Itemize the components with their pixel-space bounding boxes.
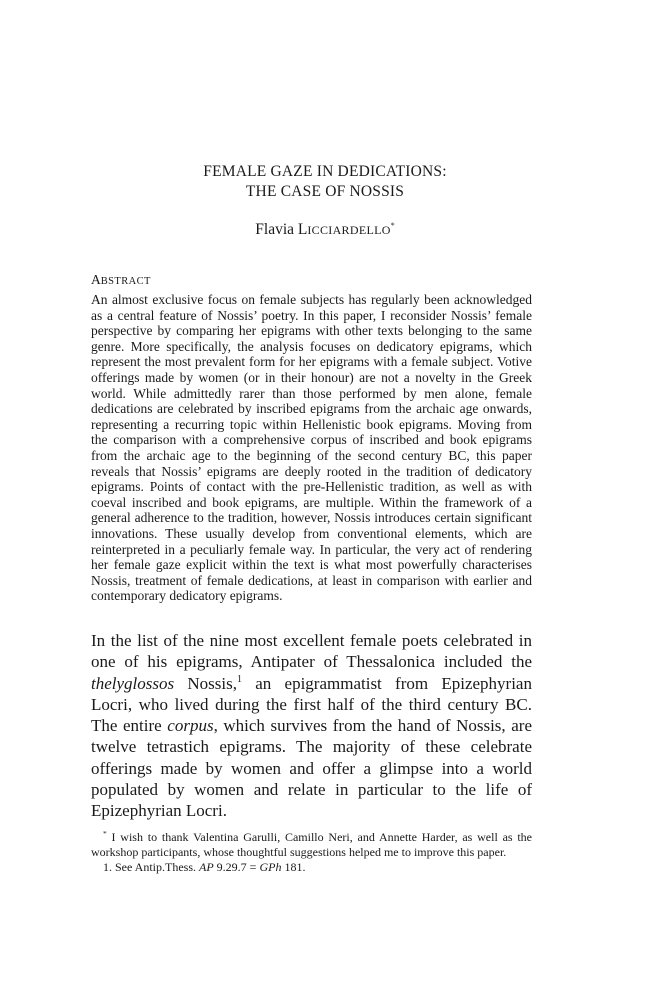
title-line-1: FEMALE GAZE IN DEDICATIONS: xyxy=(203,163,447,180)
abstract-text: An almost exclusive focus on female subjects has regularly been acknowledged as a central feature of Nossis’ poetry. In this paper, I reconsider Nossis’ female perspective by comparing her epigrams with other texts belonging to the same genre. More specifically, the analysis focuses on dedicatory epigrams, which represent the most prevalent form for her epigrams with a female subject. Votive offerings made by women (or in their honour) are not a novelty in the Greek world. While admittedly rarer than those performed by men alone, female dedications are celebrated by inscribed epigrams from the archaic age onwards, representing a recurring topic within Hellenistic book epigrams. Moving from the comparison with a comprehensive corpus of inscribed and book epigrams from the archaic age to the beginning of the second century BC, this paper reveals that Nossis’ epigrams are deeply rooted in the tradition of dedicatory epigrams. Points of contact with the pre-Hellenistic tradition, as well as with coeval inscribed and book epigrams, are multiple. Within the framework of a general adherence to the tradition, however, Nossis introduces certain significant innovations. These usually develop from conventional elements, which are reinterpreted in a peculiarly female way. In particular, the very act of rendering her female gaze explicit within the text is what most powerfully characterises Nossis, treatment of female dedications, at least in comparison with earlier and contemporary dedicatory epigrams. xyxy=(91,292,532,604)
footnote-1-italic-ap: AP xyxy=(199,860,214,874)
abstract-heading-rest: BSTRACT xyxy=(100,276,151,287)
body-text-2: Nossis, xyxy=(174,673,237,693)
body-text-4: , which survives from the hand of Nossis, are twelve tetrastich epigrams. The majority of these celebrate offerings made by women and offer a glimpse into a world populated by women and relate in particular to the life of Epizephyrian Locri. xyxy=(91,716,532,821)
author-last-rest: ICCIARDELLO xyxy=(307,223,391,237)
footnote-1 xyxy=(91,860,532,875)
footnote-1-text-c: 181. xyxy=(281,860,306,874)
footnote-ref-1[interactable]: 1 xyxy=(236,673,242,685)
body-italic-thelyglossos: thelyglossos xyxy=(91,673,175,693)
footnote-1-number: 1. xyxy=(103,860,112,874)
footnote-acknowledgement xyxy=(91,830,532,860)
author-last-initial: L xyxy=(297,221,308,238)
footnote-1-text-a: See Antip.Thess. xyxy=(112,860,199,874)
paper-title xyxy=(0,162,650,202)
title-line-2: THE CASE OF NOSSIS xyxy=(245,183,405,200)
footnotes xyxy=(91,830,532,875)
body-italic-corpus: corpus xyxy=(167,716,214,736)
body-text-1: In the list of the nine most excellent female poets celebrated in one of his epigrams, Antipater of Thessalonica included the xyxy=(91,631,532,672)
footnote-1-italic-gph: GPh xyxy=(259,860,282,874)
abstract-heading-initial: A xyxy=(91,272,101,287)
abstract-heading xyxy=(91,272,151,290)
footnote-1-text-b: 9.29.7 = xyxy=(213,860,260,874)
body-paragraph xyxy=(91,630,532,822)
body-text-3: an epigrammatist from Epizephyrian Locri, who lived during the first half of the third century BC. The entire xyxy=(91,673,532,736)
author-first-name: Flavia xyxy=(255,221,298,238)
author-name xyxy=(0,220,650,240)
author-note-marker[interactable]: * xyxy=(390,221,395,230)
footnote-star-text: I wish to thank Valentina Garulli, Camillo Neri, and Annette Harder, as well as the workshop participants, whose thoughtful suggestions helped me to improve this paper. xyxy=(91,830,532,859)
footnote-star-mark: * xyxy=(103,829,107,838)
